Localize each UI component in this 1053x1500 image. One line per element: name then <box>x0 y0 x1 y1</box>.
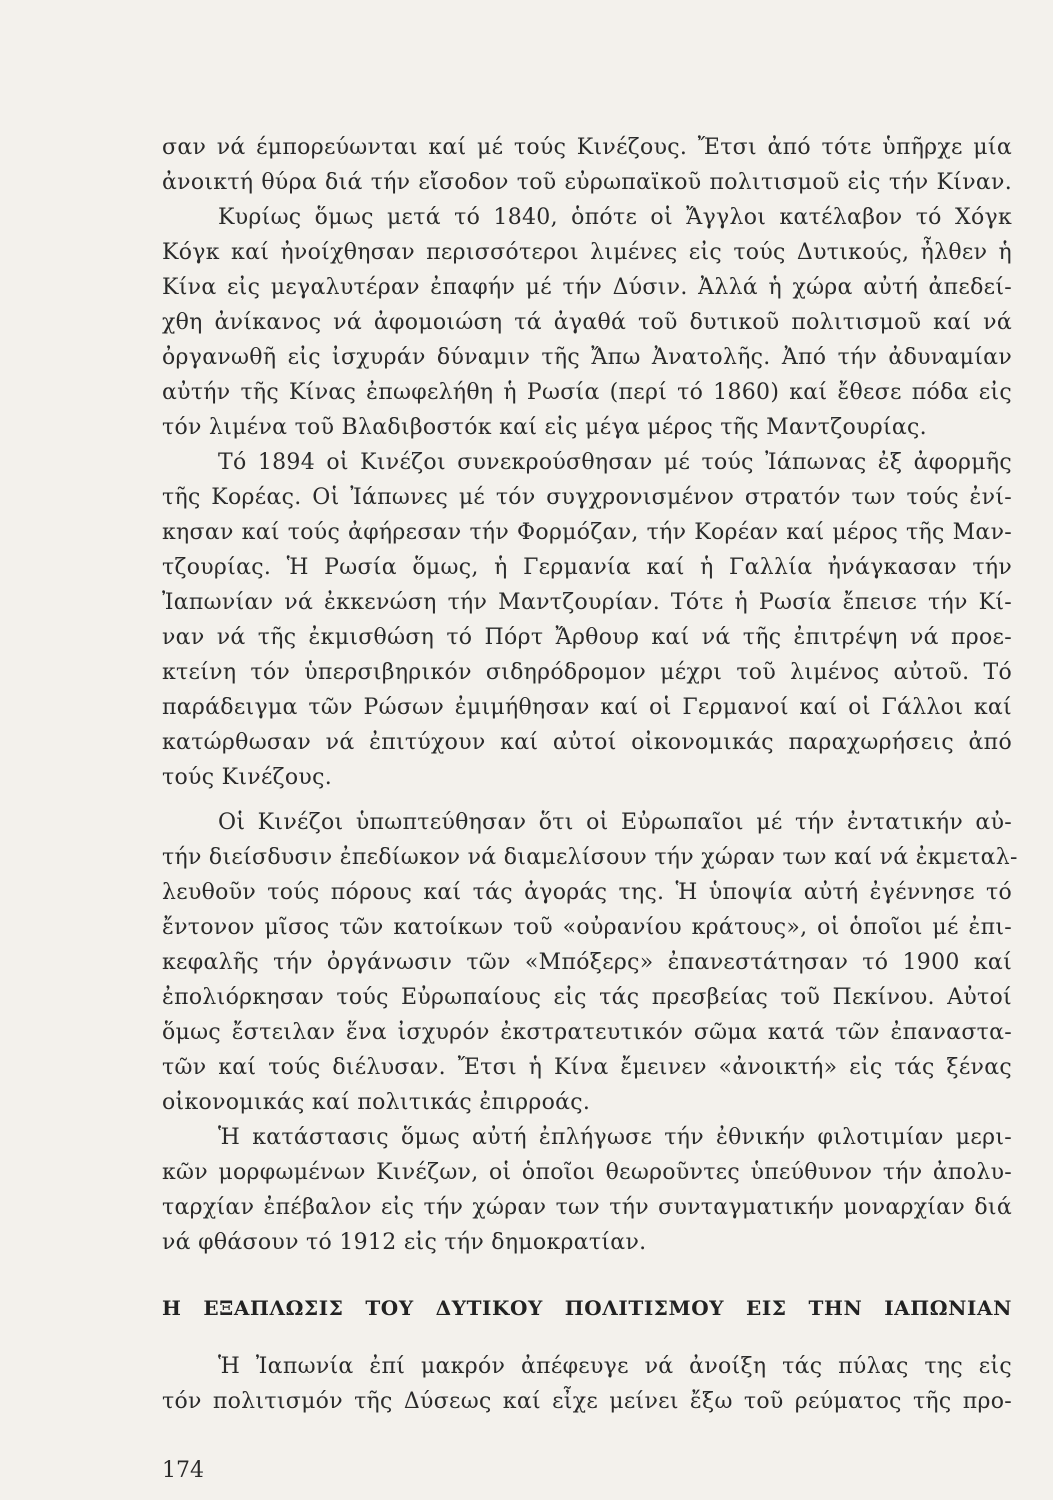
text-line: Κόγκ καί ἠνοίχθησαν περισσότεροι λιμένες εἰς τούς Δυτικούς, ἦλθεν ἡ <box>162 240 1012 265</box>
text-line: Κίνα εἰς μεγαλυτέραν ἐπαφήν μέ τήν Δύσιν. Ἀλλά ἡ χώρα αὐτή ἀπεδεί- <box>162 275 1012 300</box>
text-line: ἔντονον μῖσος τῶν κατοίκων τοῦ «οὐρανίου κράτους», οἱ ὁποῖοι μέ ἐπι- <box>162 915 1012 940</box>
section-heading: Η ΕΞΑΠΛΩΣΙΣ ΤΟΥ ΔΥΤΙΚΟΥ ΠΟΛΙΤΙΣΜΟΥ ΕΙΣ ΤΗΝ ΙΑΠΩΝΙΑΝ <box>162 1296 1012 1320</box>
text-line: κατώρθωσαν νά ἐπιτύχουν καί αὐτοί οἰκονομικάς παραχωρήσεις ἀπό <box>162 730 1012 755</box>
text-line: αὐτήν τῆς Κίνας ἐπωφελήθη ἡ Ρωσία (περί τό 1860) καί ἔθεσε πόδα εἰς <box>162 380 1012 405</box>
text-line: Κυρίως ὅμως μετά τό 1840, ὁπότε οἱ Ἄγγλοι κατέλαβον τό Χόγκ <box>218 205 1012 230</box>
text-line: τζουρίας. Ἡ Ρωσία ὅμως, ἡ Γερμανία καί ἡ Γαλλία ἠνάγκασαν τήν <box>162 555 1012 580</box>
text-line: οἰκονομικάς καί πολιτικάς ἐπιρροάς. <box>162 1090 591 1115</box>
text-line: ταρχίαν ἐπέβαλον εἰς τήν χώραν των τήν συνταγματικήν μοναρχίαν διά <box>162 1195 1012 1220</box>
text-line: σαν νά έμπορεύωνται καί μέ τούς Κινέζους. Ἔτσι ἀπό τότε ὑπῆρχε μία <box>162 135 1012 160</box>
text-line: ναν νά τῆς ἐκμισθώση τό Πόρτ Ἄρθουρ καί νά τῆς ἐπιτρέψη νά προε- <box>162 625 1012 650</box>
text-line: Ἰαπωνίαν νά ἐκκενώση τήν Μαντζουρίαν. Τότε ἡ Ρωσία ἔπεισε τήν Κί- <box>162 590 1012 615</box>
text-line: νά φθάσουν τό 1912 εἰς τήν δημοκρατίαν. <box>162 1230 647 1255</box>
text-line: Ἡ κατάστασις ὅμως αὐτή ἐπλήγωσε τήν ἐθνικήν φιλοτιμίαν μερι- <box>218 1125 1012 1150</box>
page-number: 174 <box>162 1458 204 1483</box>
text-line: τόν πολιτισμόν τῆς Δύσεως καί εἶχε μείνει ἔξω τοῦ ρεύματος τῆς προ- <box>162 1389 1012 1414</box>
text-line: ὀργανωθῆ εἰς ἰσχυράν δύναμιν τῆς Ἄπω Ἀνατολῆς. Ἀπό τήν ἀδυναμίαν <box>162 345 1012 370</box>
text-line: τῆς Κορέας. Οἱ Ἰάπωνες μέ τόν συγχρονισμένον στρατόν των τούς ἐνί- <box>162 485 1012 510</box>
text-line: κησαν καί τούς ἀφήρεσαν τήν Φορμόζαν, τήν Κορέαν καί μέρος τῆς Μαν- <box>162 520 1012 545</box>
text-line: χθη ἀνίκανος νά ἀφομοιώση τά ἀγαθά τοῦ δυτικοῦ πολιτισμοῦ καί νά <box>162 310 1012 335</box>
text-line: ἀνοικτή θύρα διά τήν εἴσοδον τοῦ εὐρωπαϊκοῦ πολιτισμοῦ εἰς τήν Κίναν. <box>162 170 1012 195</box>
text-line: Οἱ Κινέζοι ὑπωπτεύθησαν ὅτι οἱ Εὐρωπαῖοι μέ τήν ἐντατικήν αὐ- <box>218 810 1012 835</box>
text-line: ὅμως ἔστειλαν ἕνα ἰσχυρόν ἐκστρατευτικόν σῶμα κατά τῶν ἐπαναστα- <box>162 1020 1012 1045</box>
text-line: Ἡ Ἰαπωνία ἐπί μακρόν ἀπέφευγε νά ἀνοίξη τάς πύλας της εἰς <box>218 1354 1012 1379</box>
text-line: κῶν μορφωμένων Κινέζων, οἱ ὁποῖοι θεωροῦντες ὑπεύθυνον τήν ἀπολυ- <box>162 1160 1012 1185</box>
text-line: Τό 1894 οἱ Κινέζοι συνεκρούσθησαν μέ τούς Ἰάπωνας ἐξ ἀφορμῆς <box>218 450 1012 475</box>
text-line: παράδειγμα τῶν Ρώσων ἐμιμήθησαν καί οἱ Γερμανοί καί οἱ Γάλλοι καί <box>162 695 1012 720</box>
text-line: τόν λιμένα τοῦ Βλαδιβοστόκ καί εἰς μέγα μέρος τῆς Μαντζουρίας. <box>162 415 927 440</box>
text-line: τῶν καί τούς διέλυσαν. Ἔτσι ἡ Κίνα ἔμεινεν «ἀνοικτή» εἰς τάς ξένας <box>162 1055 1012 1080</box>
text-line: ἐπολιόρκησαν τούς Εὐρωπαίους εἰς τάς πρεσβείας τοῦ Πεκίνου. Αὐτοί <box>162 985 1012 1010</box>
text-line: κτείνη τόν ὑπερσιβηρικόν σιδηρόδρομον μέχρι τοῦ λιμένος αὐτοῦ. Τό <box>162 660 1012 685</box>
text-line: τούς Κινέζους. <box>162 765 332 790</box>
text-line: τήν διείσδυσιν ἐπεδίωκον νά διαμελίσουν τήν χώραν των καί νά ἐκμεταλ- <box>162 845 1018 870</box>
text-line: λευθοῦν τούς πόρους καί τάς ἀγοράς της. Ἡ ὑποψία αὐτή ἐγέννησε τό <box>162 880 1012 905</box>
text-line: κεφαλῆς τήν ὀργάνωσιν τῶν «Μπόξερς» ἐπανεστάτησαν τό 1900 καί <box>162 950 1012 975</box>
